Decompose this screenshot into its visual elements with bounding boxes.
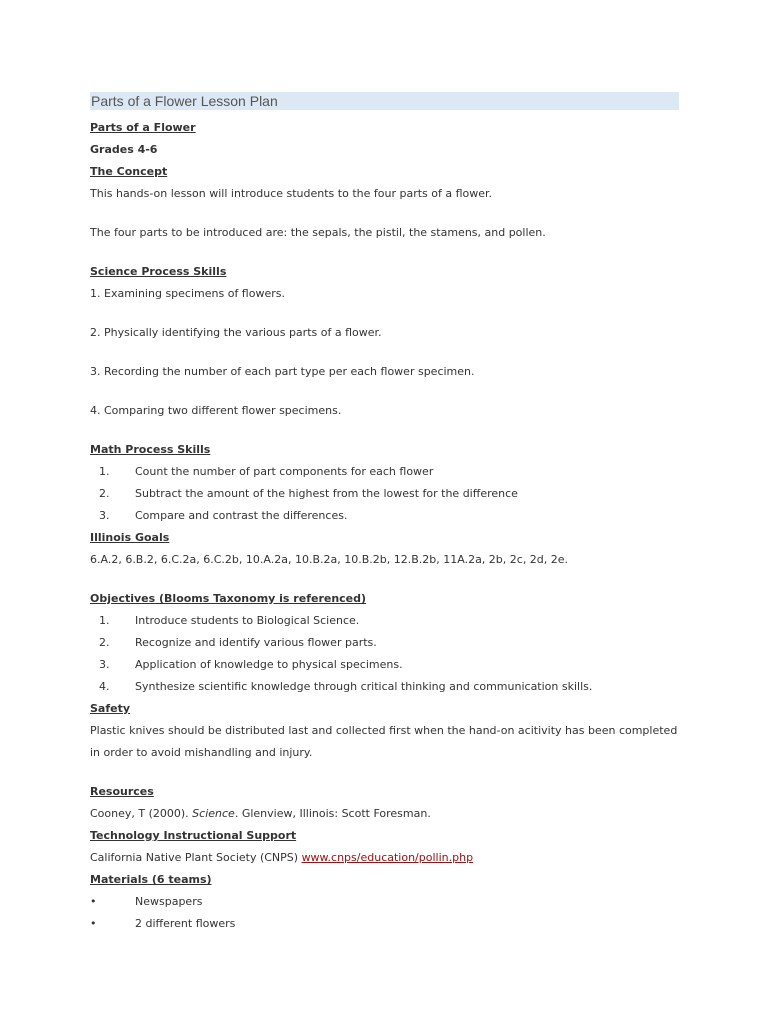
objective-item: [90, 610, 680, 632]
list-number: 1.: [99, 465, 110, 478]
list-text: Count the number of part components for each flower: [135, 465, 434, 478]
bullet-icon: •: [90, 917, 97, 930]
science-item: 2. Physically identifying the various parts of a flower.: [90, 326, 382, 339]
objective-item: [90, 632, 680, 654]
document-page: [90, 92, 680, 935]
cnps-link[interactable]: www.cnps/education/pollin.php: [301, 851, 474, 864]
material-item: [90, 891, 680, 913]
list-number: 4.: [99, 680, 110, 693]
list-text: Application of knowledge to physical specimens.: [135, 658, 403, 671]
science-item: 3. Recording the number of each part type per each flower specimen.: [90, 365, 475, 378]
list-text: Compare and contrast the differences.: [135, 509, 348, 522]
resources-heading: Resources: [90, 785, 154, 798]
list-text: Introduce students to Biological Science.: [135, 614, 360, 627]
list-text: Newspapers: [135, 895, 203, 908]
science-item: 4. Comparing two different flower specimens.: [90, 404, 342, 417]
list-number: 2.: [99, 487, 110, 500]
goals-text: 6.A.2, 6.B.2, 6.C.2a, 6.C.2b, 10.A.2a, 10.B.2a, 10.B.2b, 12.B.2b, 11A.2a, 2b, 2c, 2d, 2e.: [90, 553, 569, 566]
bullet-icon: •: [90, 895, 97, 908]
tech-heading: Technology Instructional Support: [90, 829, 297, 842]
concept-line-1: This hands-on lesson will introduce students to the four parts of a flower.: [90, 187, 493, 200]
math-item: [90, 483, 680, 505]
safety-heading: Safety: [90, 702, 131, 715]
resource-citation: Cooney, T (2000). Science. Glenview, Illinois: Scott Foresman.: [90, 807, 431, 820]
material-item: [90, 913, 680, 935]
math-heading: Math Process Skills: [90, 443, 211, 456]
lesson-heading: Parts of a Flower: [90, 121, 196, 134]
grades: Grades 4-6: [90, 143, 158, 156]
list-number: 3.: [99, 509, 110, 522]
list-text: Synthesize scientific knowledge through critical thinking and communication skills.: [135, 680, 593, 693]
materials-heading: Materials (6 teams): [90, 873, 212, 886]
concept-heading: The Concept: [90, 165, 168, 178]
book-title: Science: [192, 807, 235, 820]
safety-text: Plastic knives should be distributed last and collected first when the hand-on acitivity has been completed in order to avoid mishandling and injury.: [90, 724, 678, 759]
list-text: Recognize and identify various flower parts.: [135, 636, 377, 649]
list-text: 2 different flowers: [135, 917, 236, 930]
math-item: [90, 505, 680, 527]
list-number: 2.: [99, 636, 110, 649]
objectives-heading: Objectives (Blooms Taxonomy is referenced): [90, 592, 367, 605]
document-title: Parts of a Flower Lesson Plan: [90, 92, 679, 110]
list-number: 1.: [99, 614, 110, 627]
science-heading: Science Process Skills: [90, 265, 227, 278]
math-item: [90, 461, 680, 483]
list-text: Subtract the amount of the highest from the lowest for the difference: [135, 487, 518, 500]
tech-text: California Native Plant Society (CNPS) www.cnps/education/pollin.php: [90, 851, 474, 864]
science-item: 1. Examining specimens of flowers.: [90, 287, 285, 300]
goals-heading: Illinois Goals: [90, 531, 170, 544]
objective-item: [90, 654, 680, 676]
list-number: 3.: [99, 658, 110, 671]
objective-item: [90, 676, 680, 698]
concept-line-2: The four parts to be introduced are: the sepals, the pistil, the stamens, and pollen.: [90, 226, 546, 239]
